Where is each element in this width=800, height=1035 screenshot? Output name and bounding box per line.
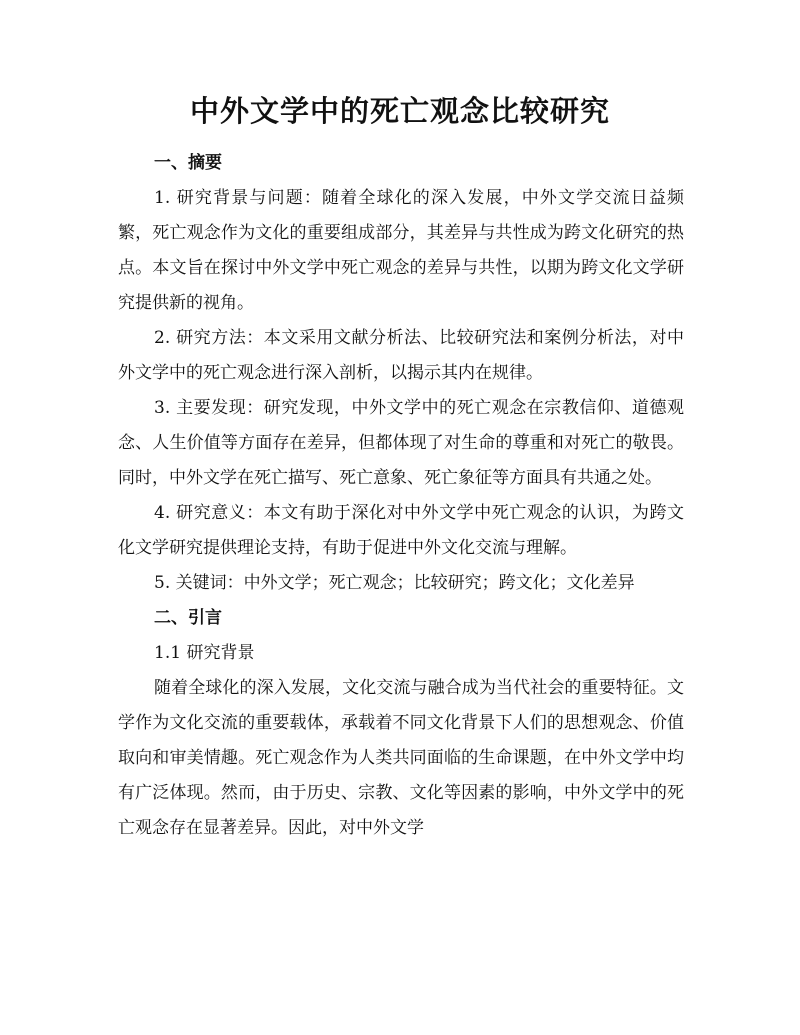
subsection-heading-background: 1.1 研究背景 [154, 643, 255, 663]
document-title: 中外文学中的死亡观念比较研究 [189, 94, 610, 128]
abstract-paragraph-method: 2. 研究方法：本文采用文献分析法、比较研究法和案例分析法，对中外文学中的死亡观念进行深入剖析，以揭示其内在规律。 [118, 328, 684, 383]
introduction-paragraph: 随着全球化的深入发展，文化交流与融合成为当代社会的重要特征。文学作为文化交流的重要载体，承载着不同文化背景下人们的思想观念、价值取向和审美情趣。死亡观念作为人类共同面临的生命课题，在中外文学中均有广泛体现。然而，由于历史、宗教、文化等因素的影响，中外文学中的死亡观念存在显著差异。因此，对中外文学 [118, 678, 684, 838]
section-heading-abstract: 一、摘要 [154, 153, 222, 173]
section-introduction [118, 601, 684, 846]
abstract-paragraph-significance: 4. 研究意义：本文有助于深化对中外文学中死亡观念的认识，为跨文化文学研究提供理论支持，有助于促进中外文化交流与理解。 [118, 503, 684, 558]
abstract-paragraph-findings: 3. 主要发现：研究发现，中外文学中的死亡观念在宗教信仰、道德观念、人生价值等方面存在差异，但都体现了对生命的尊重和对死亡的敬畏。同时，中外文学在死亡描写、死亡意象、死亡象征等方面具有共通之处。 [118, 398, 684, 488]
section-heading-introduction: 二、引言 [154, 608, 222, 628]
document-body [118, 146, 684, 846]
section-abstract [118, 146, 684, 601]
abstract-paragraph-background: 1. 研究背景与问题：随着全球化的深入发展，中外文学交流日益频繁，死亡观念作为文化的重要组成部分，其差异与共性成为跨文化研究的热点。本文旨在探讨中外文学中死亡观念的差异与共性，以期为跨文化文学研究提供新的视角。 [118, 188, 684, 313]
abstract-paragraph-keywords: 5. 关键词：中外文学；死亡观念；比较研究；跨文化；文化差异 [154, 573, 635, 593]
